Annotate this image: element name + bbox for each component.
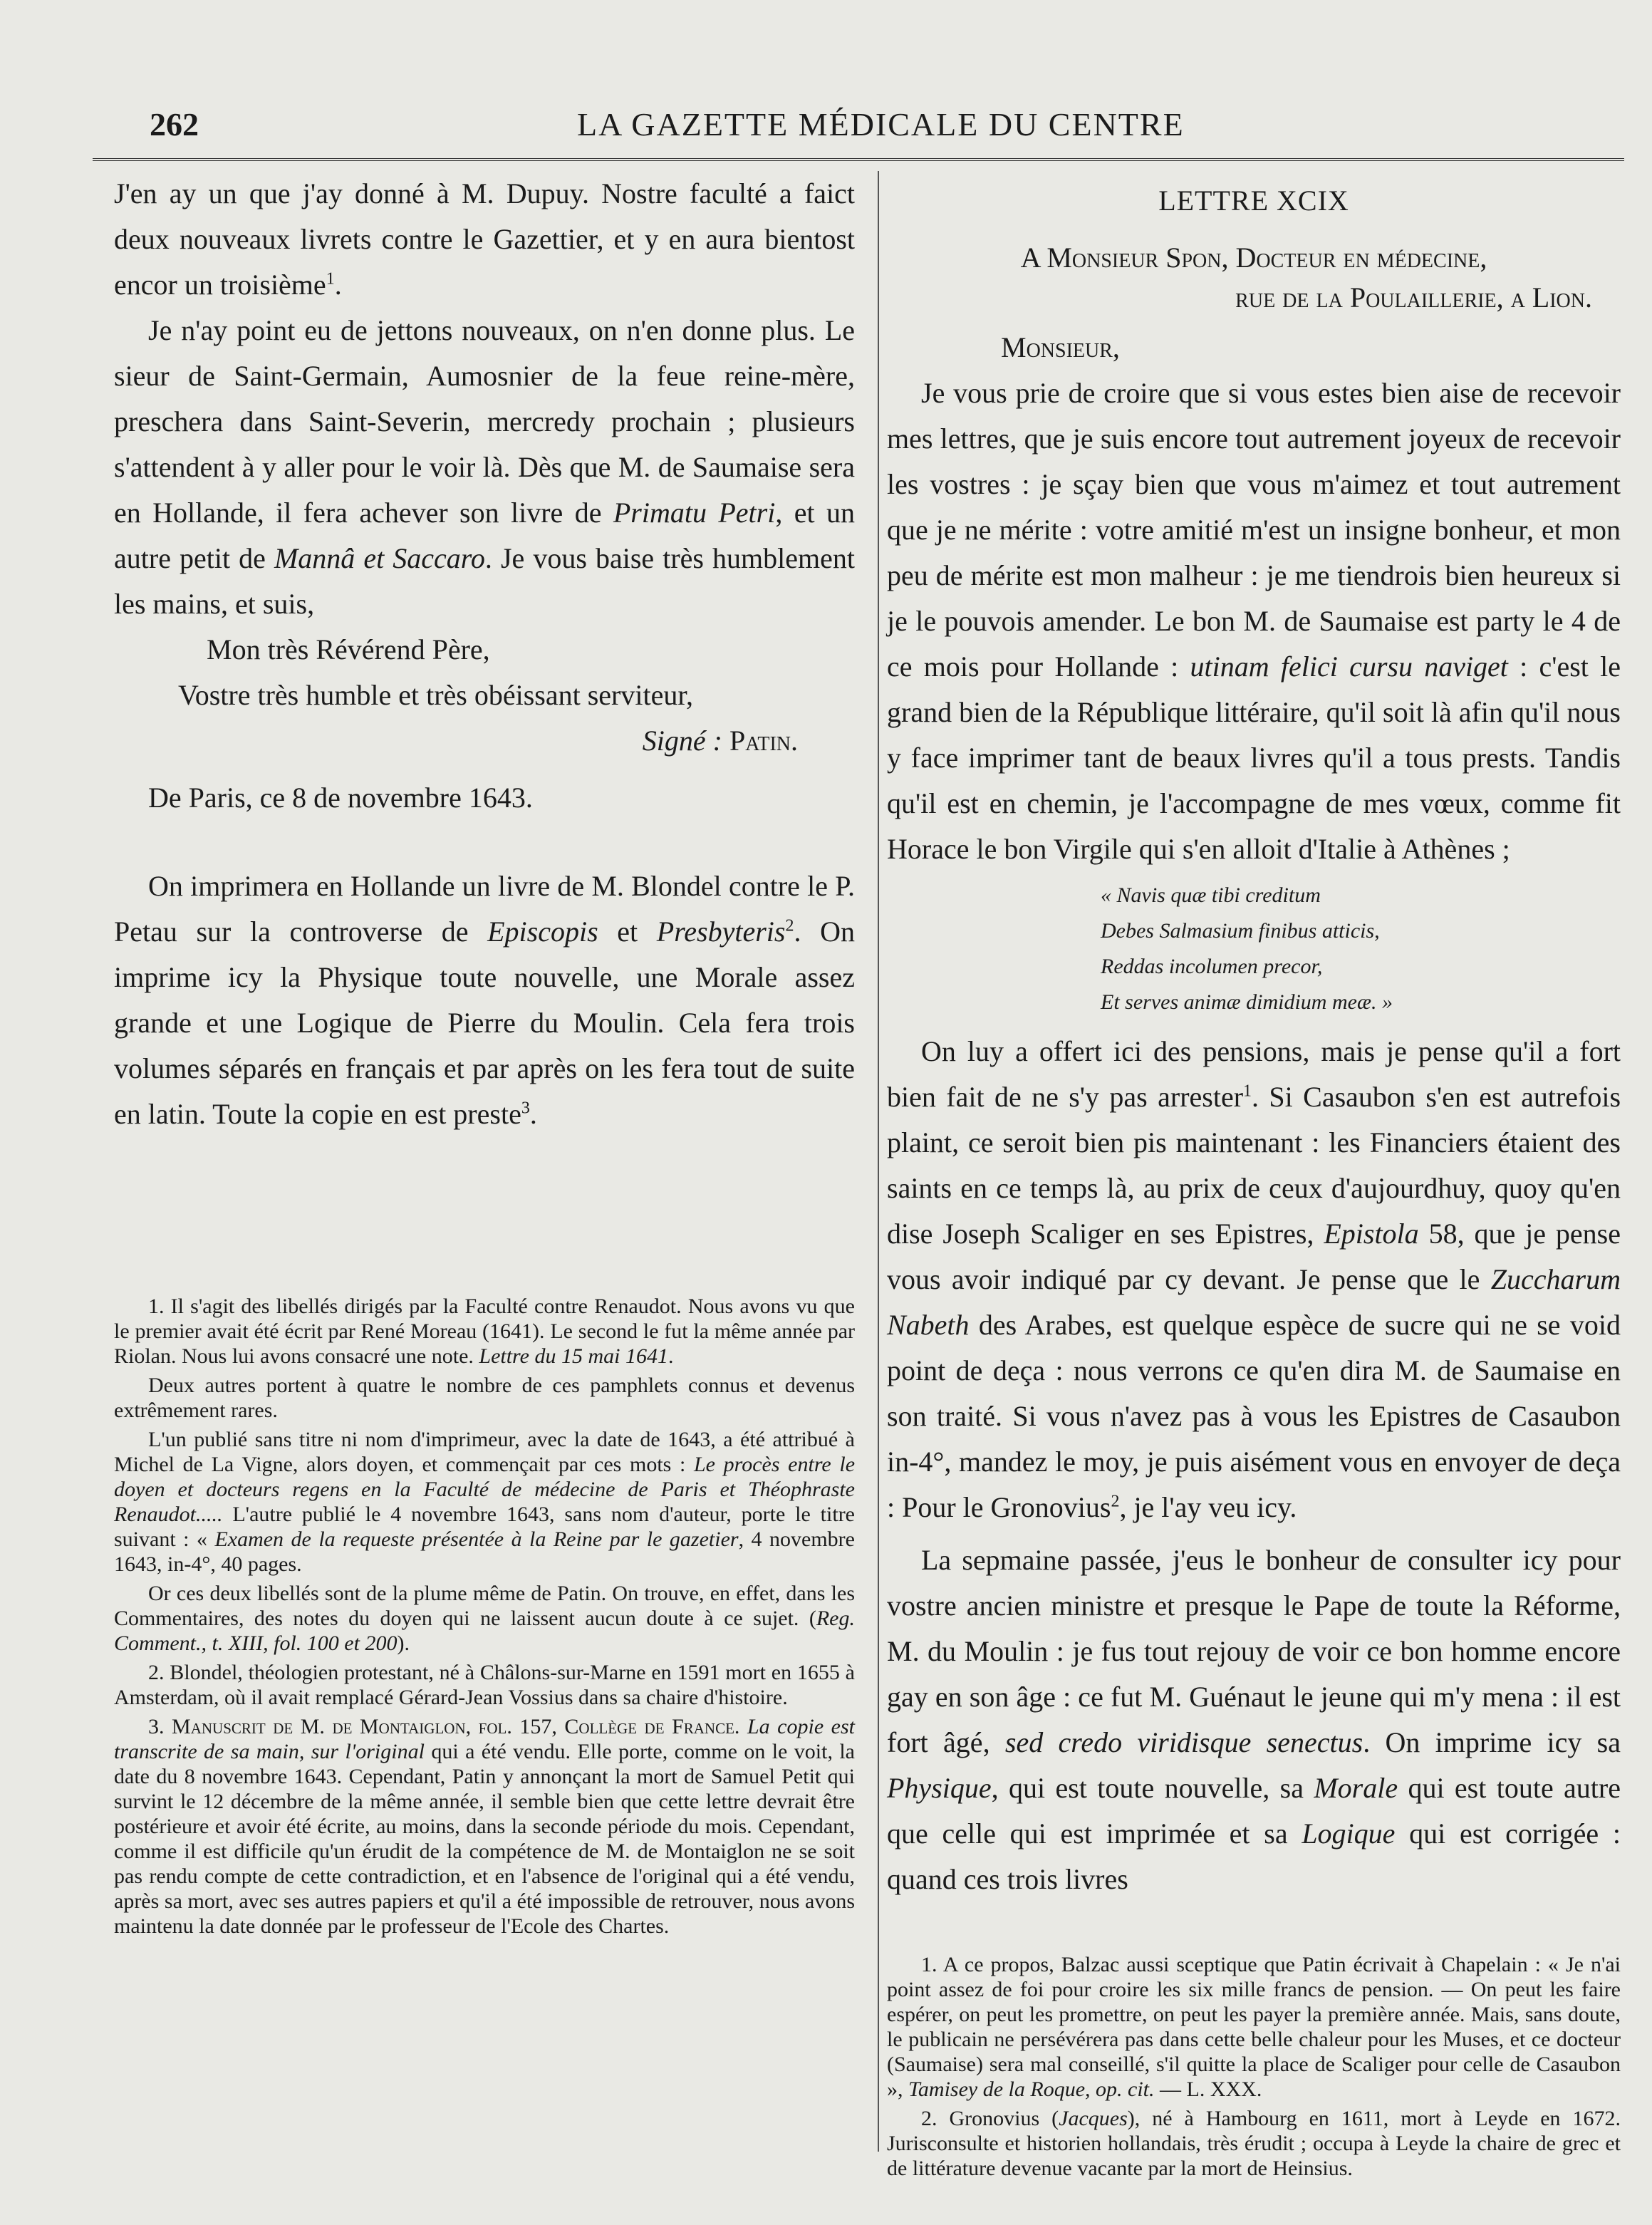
address-line: A Monsieur Spon, Docteur en médecine,	[1020, 242, 1487, 274]
page-number: 262	[150, 106, 199, 142]
footnote-ref: 2	[1111, 1492, 1120, 1511]
address-line: rue de la Poulaillerie, a Lion.	[1235, 281, 1592, 313]
header-rule	[93, 158, 1624, 161]
left-column	[114, 171, 855, 1939]
footnote-1: 1. A ce propos, Balzac aussi sceptique que Patin écrivait à Chapelain : « Je n'ai point assez de foi pour croire les six mille francs de pension. — On peut les faire espérer, on peut les promettre, on peut les payer la première année. Mais, sans doute, le publicain ne persévérera pas dans cette belle chaleur pour les Muses, et ce docteur (Saumaise) sera mal conseillé, s'il quitte la place de Scaliger pour celle de Casaubon », Tamisey de la Roque, op. cit. — L. XXX.	[887, 1953, 1621, 2101]
salutation: Monsieur,	[1001, 331, 1120, 363]
footnotes	[114, 1294, 855, 1939]
footnotes	[887, 1952, 1621, 2181]
right-column	[887, 171, 1621, 2181]
footnote-1-continued: Or ces deux libellés sont de la plume même de Patin. On trouve, en effet, dans les Commentaires, des notes du doyen qui ne laissent aucun doute à ce sujet. (Reg. Comment., t. XIII, fol. 100 et 200).	[114, 1582, 855, 1655]
postscript-paragraph: On imprimera en Hollande un livre de M. Blondel contre le P. Petau sur la controverse de Episcopis et Presbyteris$^2$. On imprime icy la Physique toute nouvelle, une Morale assez grande et une Logique de Pierre du Moulin. Cela fera trois volumes séparés en français et par après on les fera tout de suite en latin. Toute la copie en est preste$^3$.	[114, 870, 855, 1130]
letter-paragraph: Je vous prie de croire que si vous estes bien aise de recevoir mes lettres, que je suis encore tout autrement joyeux de recevoir les vostres : je sçay bien que vous m'aimez et tout autrement que je ne mérite : votre amitié m'est un insigne bonheur, et mon peu de mérite est mon malheur : je me tiendrois bien heureux si je le pouvois amender. Le bon M. de Saumaise est party le 4 de ce mois pour Hollande : utinam felici cursu naviget : c'est le grand bien de la République littéraire, qu'il soit là afin qu'il nous y face imprimer tant de beaux livres qu'il a tous prests. Tandis qu'il est en chemin, je l'accompagne de mes vœux, comme fit Horace le bon Virgile qui s'en alloit d'Italie à Athènes ;	[887, 377, 1621, 865]
signature: Signé : Patin.	[642, 725, 798, 757]
latin-verse-quote: « Navis quæ tibi creditum Debes Salmasium finibus atticis, Reddas incolumen precor, Et serves animæ dimidium meæ. »	[1101, 883, 1393, 1014]
salutation: Mon très Révérend Père,	[207, 633, 490, 665]
column-divider	[878, 171, 879, 2152]
footnote-3: 3. Manuscrit de M. de Montaiglon, fol. 157, Collège de France. La copie est transcrite de sa main, sur l'original qui a été vendu. Elle porte, comme on le voit, la date du 8 novembre 1643. Cependant, Patin y annonçant la mort de Samuel Petit qui survint le 12 décembre de la même année, il semble bien que cette lettre devrait être postérieure et avoir été écrite, au moins, dans la seconde période du mois. Cependant, comme il est difficile qu'un érudit de la compétence de M. de Montaiglon ne se soit pas rendu compte de cette contradiction, et en l'absence de l'original qui a été vendu, après sa mort, avec ses autres papiers et qu'il a été impossible de retrouver, nous avons maintenu la date donnée par le professeur de l'Ecole des Chartes.	[114, 1715, 855, 1938]
letter-paragraph: La sepmaine passée, j'eus le bonheur de consulter icy pour vostre ancien ministre et presque le Pape de toute la Réforme, M. du Moulin : je fus tout rejouy de voir ce bon homme encore gay en son âge : ce fut M. Guénaut le jeune qui m'y mena : il est fort âgé, sed credo viridisque senectus. On imprime icy sa Physique, qui est toute nouvelle, sa Morale qui est toute autre que celle qui est imprimée et sa Logique qui est corrigée : quand ces trois livres	[887, 1544, 1621, 1895]
letter-paragraph: Je n'ay point eu de jettons nouveaux, on n'en donne plus. Le sieur de Saint-Germain, Aumosnier de la feue reine-mère, preschera dans Saint-Severin, mercredy prochain ; plusieurs s'attendent à y aller pour le voir là. Dès que M. de Saumaise sera en Hollande, il fera achever son livre de Primatu Petri, et un autre petit de Mannâ et Saccaro. Je vous baise très humblement les mains, et suis,	[114, 314, 855, 620]
letter-paragraph: On luy a offert ici des pensions, mais je pense qu'il a fort bien fait de ne s'y pas arrester$^1$. Si Casaubon s'en est autrefois plaint, ce seroit bien pis maintenant : les Financiers étaient des saints en ce temps là, au prix de ceux d'aujourdhuy, quoy qu'en dise Joseph Scaliger en ses Epistres, Epistola 58, que je pense vous avoir indiqué par cy devant. Je pense que le Zuccharum Nabeth des Arabes, est quelque espèce de sucre qui ne se void point de deça : nous verrons ce qu'en dira M. de Saumaise en son traité. Si vous n'avez pas à vous les Epistres de Casaubon in-4°, mandez le moy, je puis aisément vous en envoyer de deça : Pour le Gronovius$^2$, je l'ay veu icy.	[887, 1035, 1621, 1523]
footnote-1-continued: Deux autres portent à quatre le nombre de ces pamphlets connus et devenus extrêmement rares.	[114, 1374, 855, 1422]
dateline: De Paris, ce 8 de novembre 1643.	[148, 782, 533, 814]
letter-end-paragraph: J'en ay un que j'ay donné à M. Dupuy. Nostre faculté a faict deux nouveaux livrets contre le Gazettier, et y en aura bientost encor un troisième$^1$.	[114, 177, 855, 301]
footnote-ref: 1	[326, 269, 335, 289]
letter-title: LETTRE XCIX	[1158, 185, 1349, 217]
running-head	[150, 105, 1603, 148]
closing: Vostre très humble et très obéissant serviteur,	[178, 679, 694, 711]
journal-title: LA GAZETTE MÉDICALE DU CENTRE	[577, 106, 1185, 142]
footnote-2: 2. Blondel, théologien protestant, né à Châlons-sur-Marne en 1591 mort en 1655 à Amsterdam, où il avait remplacé Gérard-Jean Vossius dans sa chaire d'histoire.	[114, 1661, 855, 1709]
footnote-ref: 3	[521, 1099, 530, 1118]
footnote-ref: 1	[1243, 1082, 1252, 1101]
footnote-ref: 2	[785, 916, 794, 935]
footnote-2: 2. Gronovius (Jacques), né à Hambourg en 1611, mort à Leyde en 1672. Jurisconsulte et historien hollandais, très érudit ; occupa à Leyde la chaire de grec et de littérature devenue vacante par la mort de Heinsius.	[887, 2107, 1621, 2180]
footnote-1-continued: L'un publié sans titre ni nom d'imprimeur, avec la date de 1643, a été attribué à Michel de La Vigne, alors doyen, et commençait par ces mots : Le procès entre le doyen et docteurs regens en la Faculté de médecine de Paris et Théophraste Renaudot..... L'autre publié le 4 novembre 1643, sans nom d'auteur, porte le titre suivant : « Examen de la requeste présentée à la Reine par le gazetier, 4 novembre 1643, in-4°, 40 pages.	[114, 1428, 856, 1576]
footnote-1: 1. Il s'agit des libellés dirigés par la Faculté contre Renaudot. Nous avons vu que le premier avait été écrit par René Moreau (1641). Le second le fut la même année par Riolan. Nous lui avons consacré une note. Lettre du 15 mai 1641.	[114, 1295, 855, 1368]
